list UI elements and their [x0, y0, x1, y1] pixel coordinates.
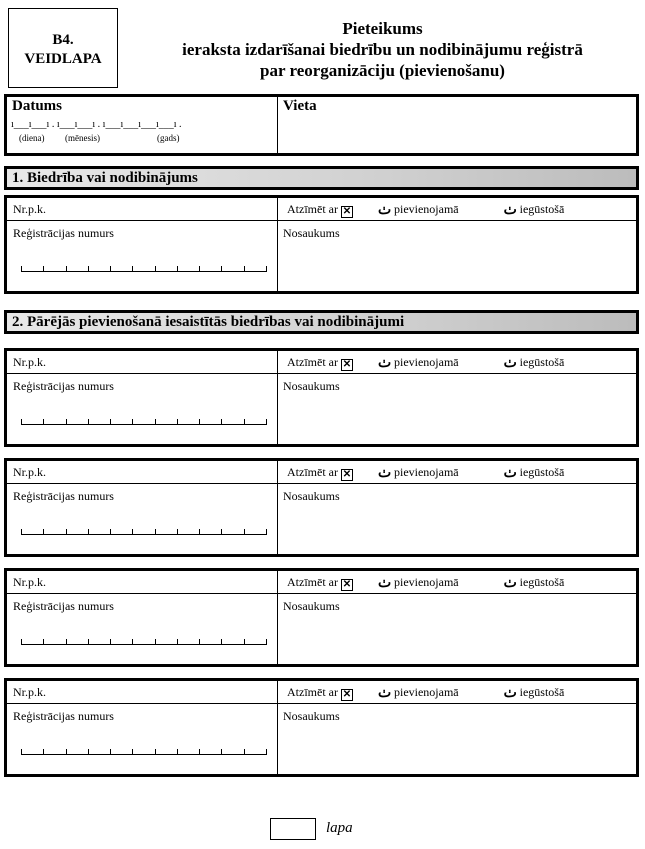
mark-field [287, 465, 564, 481]
nr-label: Nr.p.k. [13, 202, 46, 216]
tick-mark [177, 529, 178, 535]
entry-block [4, 458, 639, 557]
nr-label: Nr.p.k. [13, 575, 46, 589]
name-label: Nosaukums [283, 226, 340, 240]
tick-mark [43, 266, 44, 272]
checkbox-icon: ✕ [342, 206, 352, 217]
reg-no-input[interactable] [21, 417, 266, 425]
tick-mark [199, 266, 200, 272]
tick-mark [66, 749, 67, 755]
tick-mark [155, 266, 156, 272]
option-acquire-label: iegūstošā [519, 685, 565, 699]
mark-label: Atzīmēt ar [287, 465, 338, 479]
tick-mark [21, 639, 22, 645]
tick-mark [43, 529, 44, 535]
entry-block [4, 348, 639, 447]
reg-no-label: Reģistrācijas numurs [13, 709, 114, 723]
tick-mark [66, 639, 67, 645]
tick-mark [88, 419, 89, 425]
entry-block [4, 195, 639, 294]
tick-mark [244, 749, 245, 755]
checkbox-icon: ✕ [342, 469, 352, 480]
tick-mark [155, 419, 156, 425]
form-code: B4. [52, 32, 74, 48]
tick-mark [221, 419, 222, 425]
mark-label: Atzīmēt ar [287, 685, 338, 699]
tick-mark [43, 749, 44, 755]
tick-mark [110, 749, 111, 755]
option-join-label: pievienojamā [393, 575, 459, 589]
checkbox-icon: ✕ [342, 689, 352, 700]
reg-no-input[interactable] [21, 747, 266, 755]
tick-mark [221, 749, 222, 755]
tick-mark [221, 529, 222, 535]
title-line-3: par reorganizāciju (pievienošanu) [260, 61, 505, 80]
day-label: (diena) [19, 133, 45, 143]
reg-no-label: Reģistrācijas numurs [13, 489, 114, 503]
tick-mark [177, 419, 178, 425]
option-acquire-label: iegūstošā [519, 355, 565, 369]
reg-no-label: Reģistrācijas numurs [13, 379, 114, 393]
tick-mark [199, 639, 200, 645]
tick-mark [155, 529, 156, 535]
page-number-input[interactable] [270, 818, 316, 840]
tick-mark [221, 639, 222, 645]
option-acquire-label: iegūstošā [519, 465, 565, 479]
tick-mark [110, 419, 111, 425]
tick-mark [155, 749, 156, 755]
title-line-2: ieraksta izdarīšanai biedrību un nodibinājumu reģistrā [182, 40, 583, 59]
tick-mark [244, 266, 245, 272]
option-join-label: pievienojamā [393, 355, 459, 369]
tick-mark [66, 419, 67, 425]
option-join-label: pievienojamā [393, 202, 459, 216]
entry-block [4, 678, 639, 777]
tick-mark [132, 266, 133, 272]
form-code-box [8, 8, 118, 88]
tick-mark [43, 639, 44, 645]
tick-mark [21, 266, 22, 272]
mark-label: Atzīmēt ar [287, 355, 338, 369]
tick-mark [66, 529, 67, 535]
tick-mark [177, 639, 178, 645]
reg-no-input[interactable] [21, 637, 266, 645]
section-1-title: 1. Biedrība vai nodibinājums [12, 170, 198, 186]
place-label: Vieta [283, 98, 317, 114]
entry-block [4, 568, 639, 667]
mark-field [287, 685, 564, 701]
tick-mark [132, 749, 133, 755]
tick-mark [43, 419, 44, 425]
tick-mark [199, 529, 200, 535]
tick-mark [199, 749, 200, 755]
acquire-checkbox[interactable]: ٺ [503, 356, 517, 371]
tick-mark [21, 419, 22, 425]
tick-mark [21, 529, 22, 535]
tick-mark [199, 419, 200, 425]
nr-label: Nr.p.k. [13, 355, 46, 369]
form-word: VEIDLAPA [24, 51, 102, 67]
tick-mark [266, 266, 267, 272]
date-place-block [4, 94, 639, 156]
tick-mark [221, 266, 222, 272]
tick-mark [266, 419, 267, 425]
tick-mark [132, 529, 133, 535]
tick-mark [266, 529, 267, 535]
section-2-title: 2. Pārējās pievienošanā iesaistītās biedrības vai nodibinājumi [12, 314, 405, 330]
tick-mark [110, 266, 111, 272]
month-label: (mēnesis) [65, 133, 100, 143]
name-label: Nosaukums [283, 709, 340, 723]
tick-mark [266, 639, 267, 645]
date-label: Datums [12, 98, 63, 114]
page-label: lapa [326, 820, 353, 836]
checkbox-icon: ✕ [342, 359, 352, 370]
option-acquire-label: iegūstošā [519, 575, 565, 589]
title-line-1: Pieteikums [342, 19, 423, 38]
tick-mark [88, 529, 89, 535]
mark-label: Atzīmēt ar [287, 575, 338, 589]
tick-mark [132, 419, 133, 425]
tick-mark [88, 266, 89, 272]
acquire-checkbox[interactable]: ٺ [503, 466, 517, 481]
option-join-label: pievienojamā [393, 685, 459, 699]
date-input[interactable]: ı___ı___ı . ı___ı___ı . ı___ı___ı___ı___ı . [11, 119, 182, 130]
acquire-checkbox[interactable]: ٺ [503, 686, 517, 701]
mark-field [287, 355, 564, 371]
tick-mark [177, 266, 178, 272]
option-acquire-label: iegūstošā [519, 202, 565, 216]
checkbox-icon: ✕ [342, 579, 352, 590]
nr-label: Nr.p.k. [13, 465, 46, 479]
section-1-header [4, 166, 639, 190]
tick-mark [244, 419, 245, 425]
tick-mark [132, 639, 133, 645]
name-label: Nosaukums [283, 489, 340, 503]
reg-no-label: Reģistrācijas numurs [13, 226, 114, 240]
acquire-checkbox[interactable]: ٺ [503, 203, 517, 218]
acquire-checkbox[interactable]: ٺ [503, 576, 517, 591]
year-label: (gads) [157, 133, 180, 143]
tick-mark [177, 749, 178, 755]
tick-mark [66, 266, 67, 272]
join-checkbox[interactable]: ٺ [377, 686, 392, 701]
mark-field [287, 202, 564, 218]
name-label: Nosaukums [283, 379, 340, 393]
tick-mark [110, 639, 111, 645]
tick-mark [266, 749, 267, 755]
reg-no-input[interactable] [21, 527, 266, 535]
tick-mark [244, 639, 245, 645]
section-2-header [4, 310, 639, 334]
tick-mark [244, 529, 245, 535]
tick-mark [110, 529, 111, 535]
reg-no-label: Reģistrācijas numurs [13, 599, 114, 613]
join-checkbox[interactable]: ٺ [377, 203, 392, 218]
tick-mark [21, 749, 22, 755]
join-checkbox[interactable]: ٺ [377, 576, 392, 591]
option-join-label: pievienojamā [393, 465, 459, 479]
mark-label: Atzīmēt ar [287, 202, 338, 216]
mark-field [287, 575, 564, 591]
join-checkbox[interactable]: ٺ [377, 356, 392, 371]
form-title [125, 18, 640, 81]
reg-no-input[interactable] [21, 264, 266, 272]
join-checkbox[interactable]: ٺ [377, 466, 392, 481]
nr-label: Nr.p.k. [13, 685, 46, 699]
tick-mark [88, 749, 89, 755]
tick-mark [88, 639, 89, 645]
tick-mark [155, 639, 156, 645]
name-label: Nosaukums [283, 599, 340, 613]
